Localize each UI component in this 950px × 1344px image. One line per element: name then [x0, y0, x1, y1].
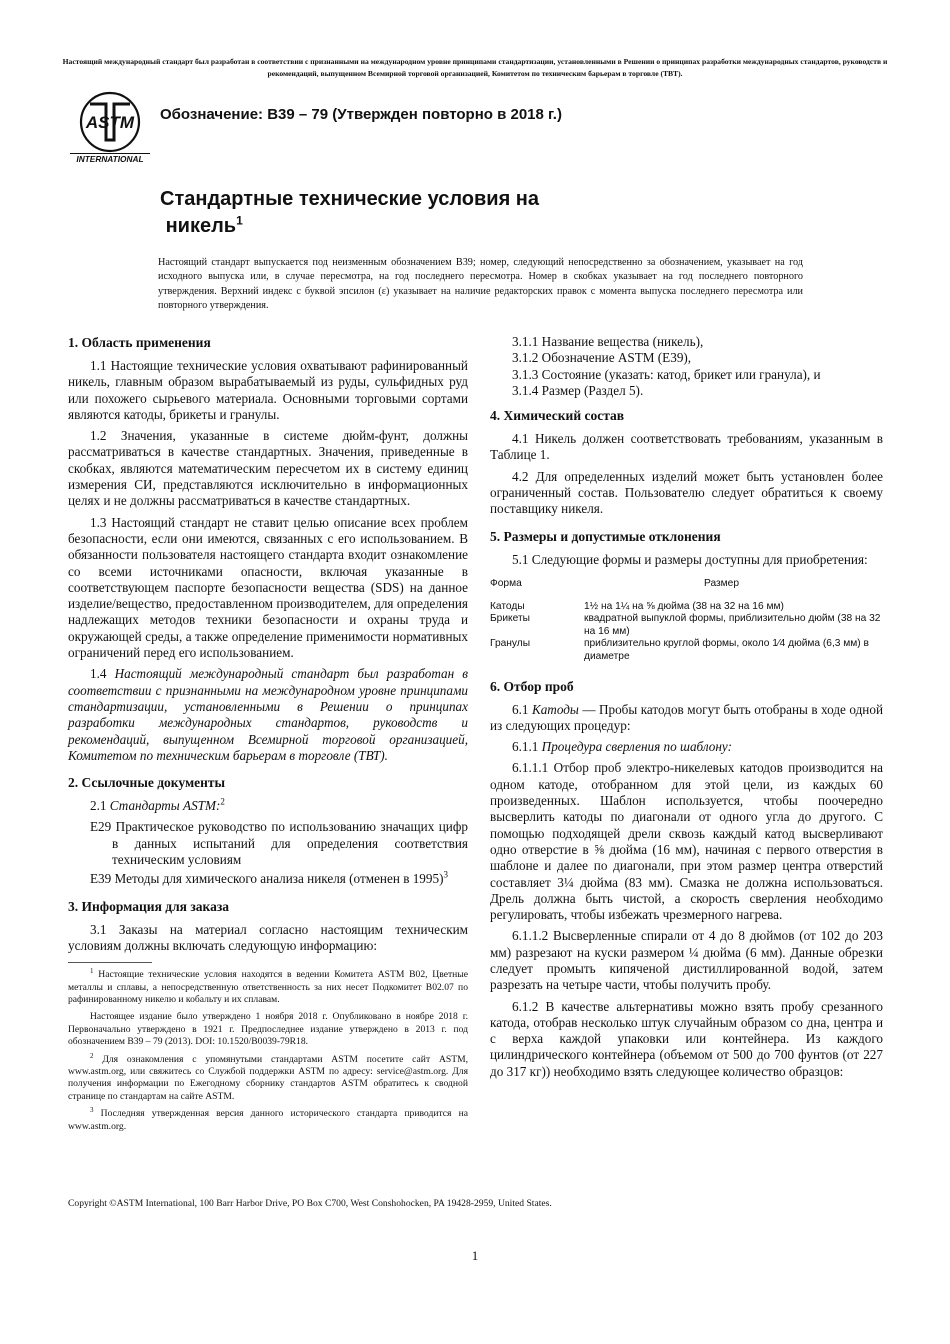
standard-intro-note: Настоящий стандарт выпускается под неизменным обозначением B39; номер, следующий непосредственно за обозначением, указывает на год исходного выпуска или, в случае пересмотра, на год последнего пересмотра. Номер в скобках указывает на год последнего повторного утверждения. Верхний индекс с буквой эпсилон (ε) указывает на наличие редакторских правок с момента выпуска последнего пересмотра или повторного утверждения.	[158, 257, 803, 311]
right-column	[490, 334, 883, 1085]
paragraph-1-2: 1.2 Значения, указанные в системе дюйм-фунт, должны рассматриваться в качестве стандартных. Значения, приведенные в скобках, являются математическим пересчетом их в систему единиц измерения СИ, представляются исключительно в информационных целях и не должны рассматриваться в качестве стандартных.	[68, 428, 468, 509]
paragraph-6-1-1: 6.1.1 Процедура сверления по шаблону:	[512, 739, 732, 755]
order-item: 3.1.4 Размер (Раздел 5).	[512, 382, 644, 398]
reference-e39: E39 Методы для химического анализа никеля (отменен в 1995)$^3$	[90, 869, 448, 887]
copyright-line: Copyright ©ASTM International, 100 Barr Harbor Drive, PO Box C700, West Conshohocken, PA 19428-2959, United States.	[68, 1198, 552, 1209]
paragraph-4-1: 4.1 Никель должен соответствовать требованиям, указанным в Таблице 1.	[490, 431, 883, 463]
section-4-heading: 4. Химический состав	[490, 408, 625, 424]
forms-sizes-table	[490, 578, 883, 664]
standard-designation: Обозначение: B39 – 79 (Утвержден повторно в 2018 г.)	[160, 106, 562, 123]
title-line-2: никель$^1$	[165, 213, 243, 237]
table-cell-form: Гранулы	[490, 638, 531, 650]
footnote-1: $^1$ Настоящие технические условия находятся в ведении Комитета ASTM B02, Цветные металлы и сплавы, а непосредственную ответственность за них несет Подкомитет B02.07 по рафинированному никелю и кобальту и их сплавам.	[68, 967, 468, 1006]
international-standard-notice: Настоящий международный стандарт был разработан в соответствии с признанными на международном уровне принципами стандартизации, установленными в Решении о принципах разработки международных стандартов, руководств и рекомендаций, выпущенном Всемирной торговой организацией, Комитетом по техническим барьерам в торговле (ТВТ).	[62, 57, 888, 78]
svg-text:ASTM: ASTM	[85, 113, 135, 132]
section-2-heading: 2. Ссылочные документы	[68, 775, 226, 791]
footnote-divider	[68, 962, 152, 963]
table-cell-size: приблизительно круглой формы, около 1⁄4 дюйма (6,3 мм) в диаметре	[584, 638, 869, 662]
title-footnote-mark: 1	[236, 213, 243, 228]
svg-text:INTERNATIONAL: INTERNATIONAL	[76, 154, 144, 164]
astm-logo-icon	[68, 90, 152, 164]
paragraph-1-1: 1.1 Настоящие технические условия охватывают рафинированный никель, главным образом вырабатываемый из руды, сульфидных руд или похожего сырьевого материала. Основными торговыми сортами являются катоды, брикеты и гранулы.	[68, 358, 468, 422]
order-item: 3.1.2 Обозначение ASTM (E39),	[512, 350, 692, 366]
table-header-form: Форма	[490, 577, 522, 589]
section-6-heading: 6. Отбор проб	[490, 678, 574, 694]
table-row	[490, 601, 883, 614]
astm-logo	[68, 90, 152, 164]
paragraph-3-1: 3.1 Заказы на материал согласно настоящим техническим условиям должны включать следующую информацию:	[68, 921, 468, 953]
table-row	[490, 613, 883, 638]
paragraph-1-3: 1.3 Настоящий стандарт не ставит целью описание всех проблем безопасности, если они имеются, связанных с его использованием. В обязанности пользователя настоящего стандарта входит ознакомление со всеми источниками опасности, включая указанные в соответствующем паспорте безопасности вещества (SDS) на данное изделие/вещество, предоставленном производителем, для определения надлежащих методов техники безопасности и охраны труда и окружающей среды, а также определение применимости нормативных ограничений перед его использованием.	[68, 514, 468, 661]
left-column	[68, 334, 468, 1138]
paragraph-6-1-2: 6.1.2 В качестве альтернативы можно взять пробу срезанного катода, отобрав несколько штук случайным образом со дна, центра и с верха каждой упаковки или контейнера. Из каждого цилиндрического контейнера (объемом от 500 до 700 фунтов (от 227 до 317 кг)) необходимо взять следующее количество образцов:	[490, 998, 883, 1079]
section-1-heading: 1. Область применения	[68, 335, 211, 350]
order-item: 3.1.3 Состояние (указать: катод, брикет или гранула), и	[512, 366, 821, 382]
paragraph-6-1-1-2: 6.1.1.2 Высверленные спирали от 4 до 8 дюймов (от 102 до 203 мм) разрезают на куски размером ¼ дюйма (6 мм). Данные обрезки следует промыть кипяченой дистиллированной водой, затем разрезать на четыре части, чтобы получить пробу.	[490, 928, 883, 993]
section-3-heading: 3. Информация для заказа	[68, 898, 230, 914]
title-line-1: Стандартные технические условия на	[160, 188, 540, 210]
document-title	[160, 186, 720, 240]
paragraph-1-4: 1.4 Настоящий международный стандарт был разработан в соответствии с признанными на международном уровне принципами стандартизации, установленными в Решении о принципах разработки международных стандартов, руководств и рекомендаций, выпущенном Всемирной торговой организацией, Комитетом по техническим барьерам в торговле (ТВТ).	[68, 666, 468, 763]
paragraph-5-1: 5.1 Следующие формы и размеры доступны для приобретения:	[512, 551, 868, 567]
section-5-heading: 5. Размеры и допустимые отклонения	[490, 528, 721, 544]
table-cell-size: квадратной выпуклой формы, приблизительно дюйм (38 на 32 на 16 мм)	[584, 613, 881, 637]
footnote-1-edition: Настоящее издание было утверждено 1 ноября 2018 г. Опубликовано в ноябре 2018 г. Первоначально утверждено в 1921 г. Предпоследнее издание утверждено в 2013 г. под обозначением B39 – 79 (2013). DOI: 10.1520/B0039-79R18.	[68, 1011, 468, 1048]
table-row	[490, 638, 883, 663]
table-cell-form: Катоды	[490, 600, 525, 612]
paragraph-6-1: 6.1 Катоды — Пробы катодов могут быть отобраны в ходе одной из следующих процедур:	[490, 701, 883, 733]
table-cell-size: 1½ на 1¼ на ⅝ дюйма (38 на 32 на 16 мм)	[584, 600, 784, 612]
table-cell-form: Брикеты	[490, 613, 530, 625]
reference-e29: E29 Практическое руководство по использованию значащих цифр в данных испытаний для определения соответствия техническим условиям	[90, 819, 468, 868]
paragraph-4-2: 4.2 Для определенных изделий может быть установлен более ограниченный состав. Пользователю следует обратиться к своему поставщику никеля.	[490, 468, 883, 517]
table-header-row	[490, 578, 883, 601]
paragraph-6-1-1-1: 6.1.1.1 Отбор проб электро-никелевых катодов производится на одном катоде, отобранном для этой цели, из каждых 60 произведенных. Шаблон используется, чтобы поочередно высверлить катоды по диагонали от одного угла до другого. С помощью подходящей дрели сквозь каждый катод высверливают одно отверстие в ⅝ дюйма (16 мм), начиная с первого отверстия в шаблоне и далее по диагонали, при этом размер центра отверстий составляет 3¼ дюйма (83 мм). Смазка не должна использоваться. Дрель должна быть чистой, а скорость сверления необходимо регулировать, чтобы избежать чрезмерного нагрева.	[490, 760, 883, 923]
paragraph-2-1: 2.1 Стандарты ASTM:$^2$	[90, 796, 225, 814]
table-header-size: Размер	[704, 577, 740, 589]
footnote-2: $^2$ Для ознакомления с упомянутыми стандартами ASTM посетите сайт ASTM, www.astm.org, или свяжитесь со Службой поддержки ASTM по адресу: service@astm.org. Для получения информации по Ежегодному сборнику стандартов ASTM обратитесь к сводной странице по стандартам на сайте ASTM.	[68, 1051, 468, 1102]
footnote-3: $^3$ Последняя утвержденная версия данного исторического стандарта приводится на www.astm.org.	[68, 1106, 468, 1132]
order-item: 3.1.1 Название вещества (никель),	[512, 334, 704, 349]
page-number: 1	[471, 1248, 479, 1263]
